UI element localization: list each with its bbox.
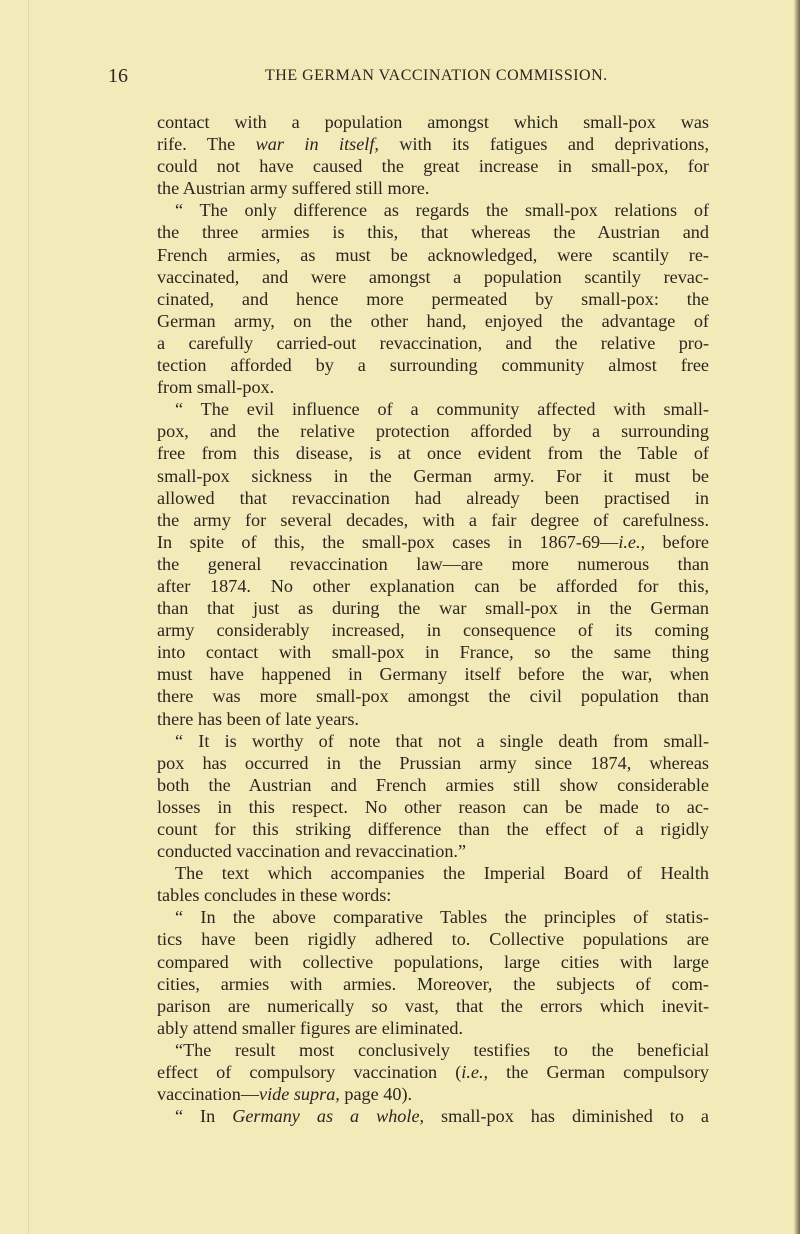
text-segment: In spite of this, the small-pox cases in 1867-69— [157,531,619,552]
text-line [157,398,709,420]
text-segment: “ The only difference as regards the small-pox relations of [175,200,709,221]
text-segment: a carefully carried-out revaccination, and the relative pro- [157,332,709,353]
text-segment: the general revaccination law—are more numerous than [157,553,709,574]
page-number: 16 [108,65,128,87]
text-line [157,133,709,155]
text-line [157,619,709,641]
text-segment: the three armies is this, that whereas the Austrian and [157,222,709,243]
text-line [157,199,709,221]
text-line [157,442,709,464]
text-segment: parison are numerically so vast, that the errors which inevit- [157,995,709,1016]
text-segment: there has been of late years. [157,708,359,729]
text-line [157,1039,709,1061]
text-line [157,1105,709,1127]
text-segment: The text which accompanies the Imperial Board of Health [175,863,709,884]
text-line [157,884,709,906]
text-segment: the German compulsory [488,1062,709,1083]
text-segment: rife. The [157,134,256,155]
italic-text: war in itself, [255,134,379,155]
italic-text: i.e., [618,531,646,552]
text-line [157,420,709,442]
text-segment: there was more small-pox amongst the civil population than [157,686,709,707]
text-segment: from small-pox. [157,377,275,398]
text-segment: effect of compulsory vaccination ( [157,1062,462,1083]
text-line [157,641,709,663]
text-line [157,840,709,862]
text-line [157,796,709,818]
italic-text: Germany as a whole, [232,1106,425,1127]
text-segment: conducted vaccination and revaccination.” [157,841,467,862]
text-line [157,818,709,840]
text-segment: “ The evil influence of a community affected with small- [175,399,709,420]
text-line [157,221,709,243]
text-segment: army considerably increased, in consequence of its coming [157,620,709,641]
text-segment: ably attend smaller figures are eliminated. [157,1017,464,1038]
text-segment: tics have been rigidly adhered to. Collective populations are [157,929,709,950]
text-line [157,1083,709,1105]
text-segment: vaccination— [157,1084,260,1105]
text-line [157,509,709,531]
text-line [157,155,709,177]
running-title: THE GERMAN VACCINATION COMMISSION. [265,67,608,84]
text-segment: before [645,531,709,552]
text-line [157,730,709,752]
text-line [157,1061,709,1083]
page-edge-right [794,0,800,1234]
text-segment: losses in this respect. No other reason can be made to ac- [157,796,709,817]
text-segment: page 40). [339,1084,413,1105]
text-line [157,995,709,1017]
text-line [157,332,709,354]
text-line [157,752,709,774]
text-line [157,906,709,928]
text-segment: contact with a population amongst which small-pox was [157,112,709,132]
text-segment: free from this disease, is at once evident from the Table of [157,443,709,464]
text-segment: cities, armies with armies. Moreover, the subjects of com- [157,973,709,994]
text-line [157,708,709,730]
text-line [157,244,709,266]
text-line [157,553,709,575]
text-line [157,111,709,133]
text-line [157,376,709,398]
text-segment: than that just as during the war small-pox in the German [157,598,709,619]
text-segment: pox, and the relative protection afforded by a surrounding [157,421,709,442]
text-segment: French armies, as must be acknowledged, were scantily re- [157,244,709,265]
text-segment: could not have caused the great increase in small-pox, for [157,156,709,177]
text-line [157,266,709,288]
text-line [157,575,709,597]
body-text [157,111,709,1127]
text-line [157,862,709,884]
text-segment: German army, on the other hand, enjoyed the advantage of [157,310,709,331]
text-line [157,354,709,376]
text-segment: tection afforded by a surrounding community almost free [157,355,709,376]
text-line [157,928,709,950]
text-segment: allowed that revaccination had already been practised in [157,487,709,508]
text-line [157,597,709,619]
text-line [157,177,709,199]
italic-text: i.e., [461,1062,489,1083]
text-segment: small-pox has diminished to a [424,1106,709,1127]
text-segment: “ It is worthy of note that not a single death from small- [175,730,709,751]
italic-text: vide supra, [259,1084,340,1105]
text-segment: the army for several decades, with a fair degree of carefulness. [157,509,709,530]
text-segment: must have happened in Germany itself before the war, when [157,664,709,685]
text-segment: with its fatigues and deprivations, [378,134,710,155]
text-segment: cinated, and hence more permeated by small-pox: the [157,288,709,309]
page-edge-left [28,0,29,1234]
text-segment: after 1874. No other explanation can be afforded for this, [157,575,709,596]
text-segment: small-pox sickness in the German army. For it must be [157,465,709,486]
text-line [157,951,709,973]
text-segment: vaccinated, and were amongst a population scantily revac- [157,266,709,287]
text-line [157,774,709,796]
text-segment: both the Austrian and French armies still show considerable [157,774,709,795]
text-line [157,487,709,509]
text-segment: “ In the above comparative Tables the principles of statis- [175,907,709,928]
text-line [157,973,709,995]
text-line [157,465,709,487]
text-segment: “The result most conclusively testifies to the beneficial [175,1039,709,1060]
text-segment: compared with collective populations, large cities with large [157,951,709,972]
text-line [157,288,709,310]
text-line [157,685,709,707]
text-segment: tables concludes in these words: [157,885,392,906]
text-line [157,531,709,553]
text-segment: “ In [175,1106,233,1127]
text-line [157,310,709,332]
text-line [157,663,709,685]
text-segment: the Austrian army suffered still more. [157,178,430,199]
text-segment: into contact with small-pox in France, so the same thing [157,642,709,663]
text-segment: count for this striking difference than the effect of a rigidly [157,819,709,839]
text-line [157,1017,709,1039]
text-segment: pox has occurred in the Prussian army since 1874, whereas [157,752,709,773]
